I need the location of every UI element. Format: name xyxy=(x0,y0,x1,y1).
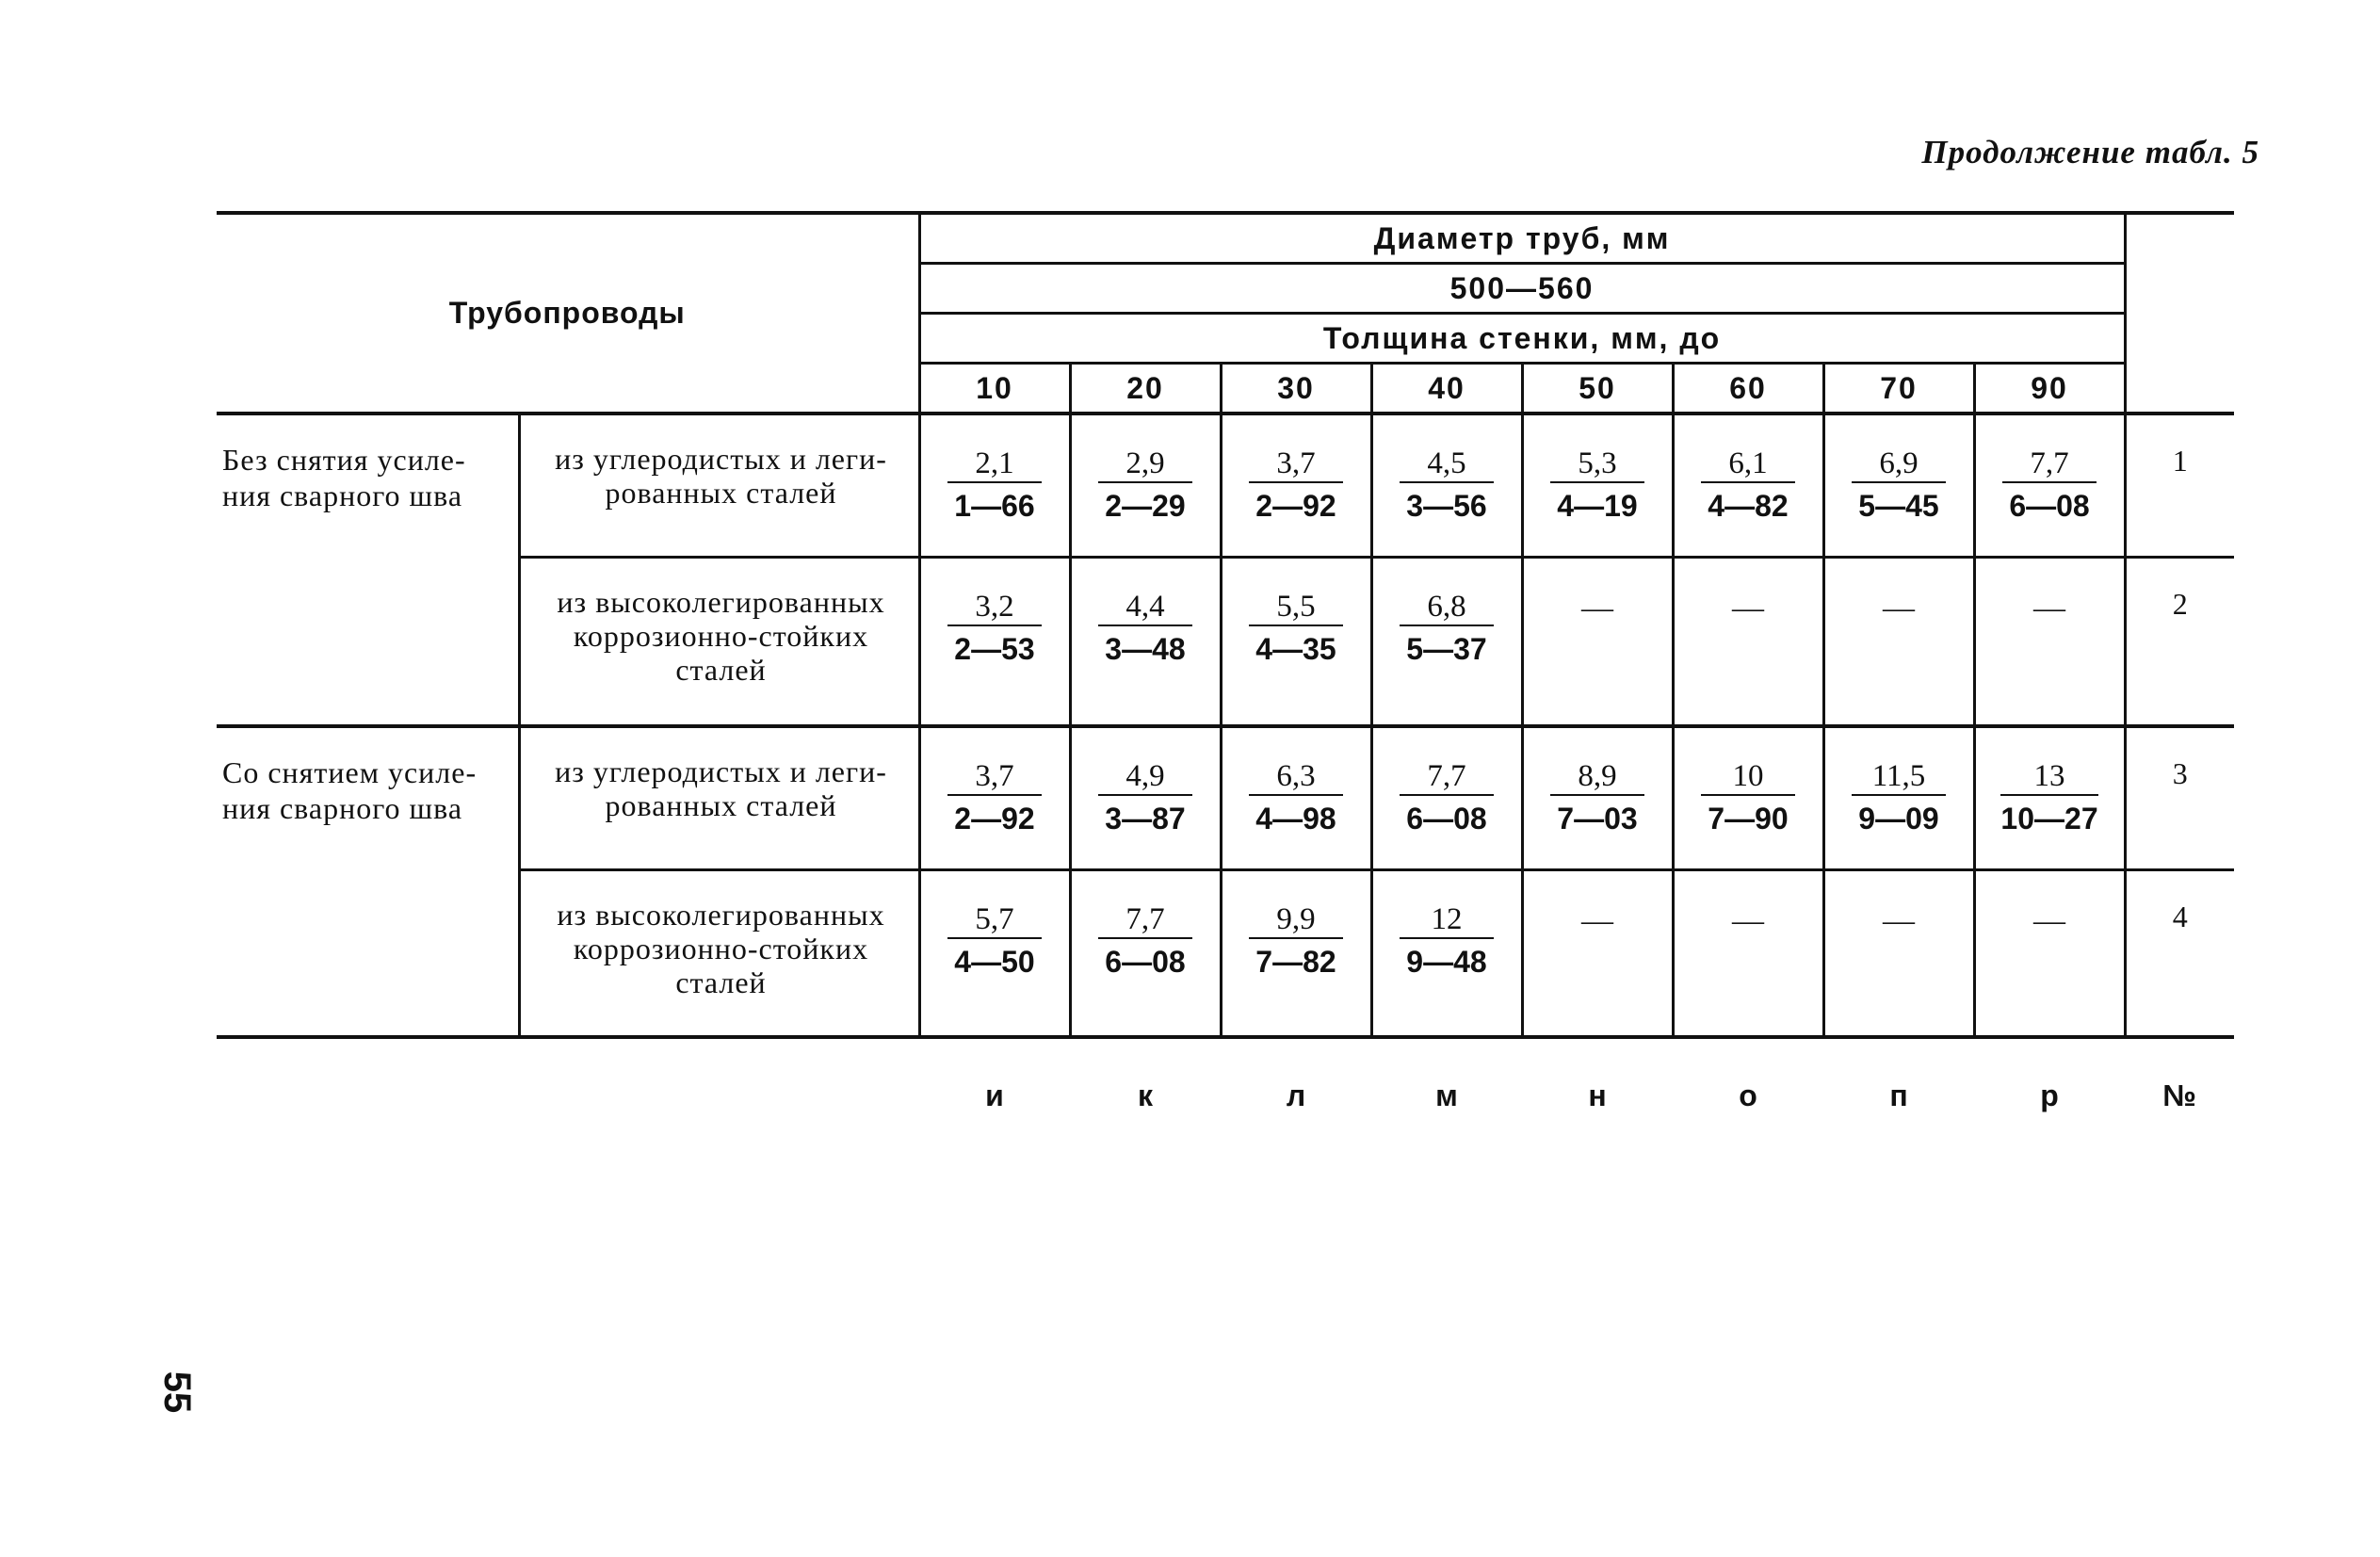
value-cell xyxy=(1371,869,1522,1037)
column-letter: и xyxy=(985,1078,1004,1112)
value-cell xyxy=(1371,726,1522,869)
dash-mark: — xyxy=(1883,590,1915,625)
value-cell xyxy=(1371,557,1522,726)
dash-mark: — xyxy=(2033,590,2066,625)
value-cell xyxy=(919,869,1070,1037)
thickness-60: 60 xyxy=(1673,364,1823,414)
value-numerator: 13 xyxy=(2000,760,2097,796)
page-number: 55 xyxy=(156,1370,198,1414)
value-denominator: 9—09 xyxy=(1858,802,1939,835)
table-row xyxy=(217,557,2234,726)
value-denominator: 6—08 xyxy=(1105,944,1186,979)
value-cell xyxy=(1070,869,1221,1037)
value-denominator: 2—92 xyxy=(1255,489,1336,523)
value-cell xyxy=(1221,726,1371,869)
value-cell xyxy=(1974,726,2125,869)
empty-value-cell xyxy=(1522,869,1673,1037)
value-denominator: 5—37 xyxy=(1406,631,1487,666)
row-sublabel: из углеродистых и леги-рованных сталей xyxy=(519,726,919,869)
empty-value-cell xyxy=(1974,557,2125,726)
empty-value-cell xyxy=(1673,869,1823,1037)
column-letter: л xyxy=(1286,1078,1306,1112)
value-numerator: 12 xyxy=(1400,903,1494,939)
value-cell xyxy=(919,557,1070,726)
empty-value-cell xyxy=(1974,869,2125,1037)
dash-mark: — xyxy=(1581,590,1613,625)
column-letter: п xyxy=(1889,1078,1908,1112)
thickness-40: 40 xyxy=(1371,364,1522,414)
value-denominator: 4—98 xyxy=(1255,802,1336,835)
value-denominator: 5—45 xyxy=(1858,489,1939,523)
value-denominator: 3—56 xyxy=(1406,489,1487,523)
column-letter: м xyxy=(1435,1078,1458,1112)
value-denominator: 3—48 xyxy=(1105,631,1186,666)
value-numerator: 9,9 xyxy=(1249,903,1343,939)
value-denominator: 2—53 xyxy=(954,631,1035,666)
value-numerator: 8,9 xyxy=(1550,760,1644,796)
value-cell xyxy=(1974,414,2125,557)
value-denominator: 3—87 xyxy=(1105,802,1186,835)
value-numerator: 4,9 xyxy=(1098,760,1192,796)
value-denominator: 1—66 xyxy=(954,489,1035,523)
thickness-30: 30 xyxy=(1221,364,1371,414)
table-row xyxy=(217,869,2234,1037)
dash-mark: — xyxy=(1581,902,1613,938)
value-denominator: 10—27 xyxy=(2000,802,2098,835)
value-numerator: 10 xyxy=(1701,760,1795,796)
row-number: 4 xyxy=(2125,869,2234,1037)
value-denominator: 7—82 xyxy=(1255,944,1336,979)
thickness-90: 90 xyxy=(1974,364,2125,414)
value-numerator: 3,2 xyxy=(947,591,1042,626)
value-cell xyxy=(1221,869,1371,1037)
empty-value-cell xyxy=(1522,557,1673,726)
footer-empty xyxy=(519,1037,919,1152)
dash-mark: — xyxy=(1732,902,1764,938)
table-caption: Продолжение табл. 5 xyxy=(1921,134,2259,170)
value-denominator: 7—03 xyxy=(1557,802,1638,835)
value-cell xyxy=(1823,726,1974,869)
value-cell xyxy=(1371,414,1522,557)
row-sublabel: из высоколегированных коррозионно-стойких сталей xyxy=(519,869,919,1037)
value-numerator: 3,7 xyxy=(1249,447,1343,483)
value-cell xyxy=(1070,726,1221,869)
row-number: 3 xyxy=(2125,726,2234,869)
value-numerator: 6,1 xyxy=(1701,447,1795,483)
value-cell xyxy=(1673,726,1823,869)
value-numerator: 4,5 xyxy=(1400,447,1494,483)
pipelines-header: Трубопроводы xyxy=(217,213,919,414)
group-label: Без снятия усиле-ния сварного шва xyxy=(217,414,519,726)
thickness-20: 20 xyxy=(1070,364,1221,414)
value-cell xyxy=(919,726,1070,869)
value-denominator: 9—48 xyxy=(1406,944,1487,979)
column-letter: о xyxy=(1739,1078,1757,1112)
value-numerator: 7,7 xyxy=(1400,760,1494,796)
dash-mark: — xyxy=(1883,902,1915,938)
value-denominator: 6—08 xyxy=(2009,489,2090,523)
dash-mark: — xyxy=(2033,902,2066,938)
table-row xyxy=(217,414,2234,557)
value-numerator: 2,9 xyxy=(1098,447,1192,483)
value-cell xyxy=(1221,557,1371,726)
wall-thickness-header: Толщина стенки, мм, до xyxy=(919,314,2125,364)
thickness-50: 50 xyxy=(1522,364,1673,414)
value-cell xyxy=(1221,414,1371,557)
diameter-range: 500—560 xyxy=(919,264,2125,314)
value-numerator: 7,7 xyxy=(2002,447,2097,483)
thickness-70: 70 xyxy=(1823,364,1974,414)
value-cell xyxy=(919,414,1070,557)
value-numerator: 3,7 xyxy=(947,760,1042,796)
value-denominator: 4—35 xyxy=(1255,631,1336,666)
value-cell xyxy=(1070,557,1221,726)
value-numerator: 5,5 xyxy=(1249,591,1343,626)
table-row xyxy=(217,726,2234,869)
footer-empty xyxy=(217,1037,519,1152)
dash-mark: — xyxy=(1732,590,1764,625)
value-cell xyxy=(1522,726,1673,869)
value-numerator: 2,1 xyxy=(947,447,1042,483)
value-denominator: 4—50 xyxy=(954,944,1035,979)
value-cell xyxy=(1823,414,1974,557)
row-sublabel: из углеродистых и леги-рованных сталей xyxy=(519,414,919,557)
value-numerator: 5,3 xyxy=(1550,447,1644,483)
row-sublabel: из высоколегированных коррозионно-стойких сталей xyxy=(519,557,919,726)
header-row-diameter xyxy=(217,213,2234,264)
value-denominator: 6—08 xyxy=(1406,802,1487,835)
value-cell xyxy=(1522,414,1673,557)
empty-value-cell xyxy=(1823,869,1974,1037)
value-denominator: 4—19 xyxy=(1557,489,1638,523)
value-denominator: 2—92 xyxy=(954,802,1035,835)
column-number-sign: № xyxy=(2162,1078,2196,1112)
value-numerator: 7,7 xyxy=(1098,903,1192,939)
value-numerator: 6,8 xyxy=(1400,591,1494,626)
value-numerator: 6,9 xyxy=(1852,447,1946,483)
column-letter: к xyxy=(1137,1078,1153,1112)
value-denominator: 4—82 xyxy=(1708,489,1789,523)
column-letter: н xyxy=(1588,1078,1607,1112)
value-cell xyxy=(1070,414,1221,557)
column-letter: р xyxy=(2040,1078,2059,1112)
value-numerator: 4,4 xyxy=(1098,591,1192,626)
row-number: 1 xyxy=(2125,414,2234,557)
empty-value-cell xyxy=(1673,557,1823,726)
number-header xyxy=(2125,213,2234,414)
group-label: Со снятием усиле-ния сварного шва xyxy=(217,726,519,1037)
value-numerator: 11,5 xyxy=(1852,760,1946,796)
value-cell xyxy=(1673,414,1823,557)
footer-letter-row xyxy=(217,1037,2234,1152)
value-numerator: 6,3 xyxy=(1249,760,1343,796)
diameter-header: Диаметр труб, мм xyxy=(919,213,2125,264)
value-numerator: 5,7 xyxy=(947,903,1042,939)
value-denominator: 2—29 xyxy=(1105,489,1186,523)
empty-value-cell xyxy=(1823,557,1974,726)
thickness-10: 10 xyxy=(919,364,1070,414)
value-denominator: 7—90 xyxy=(1708,802,1789,835)
data-table xyxy=(217,211,2234,1152)
row-number: 2 xyxy=(2125,557,2234,726)
